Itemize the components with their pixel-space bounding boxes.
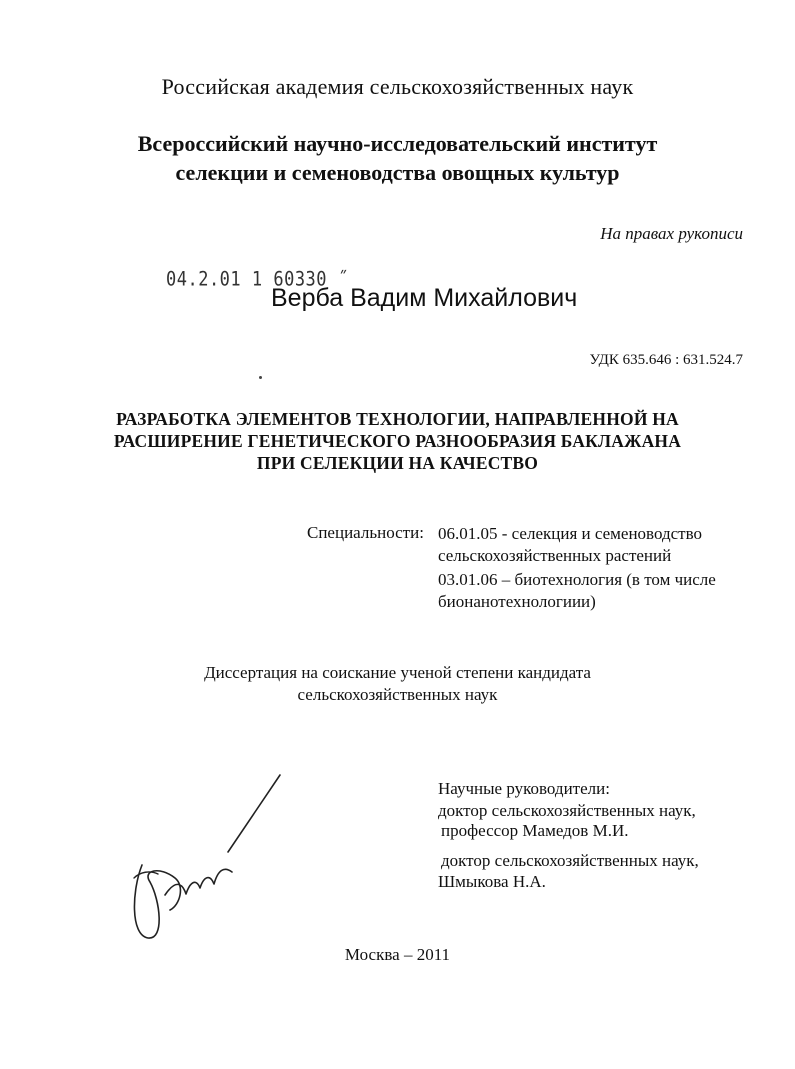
- udk-code: УДК 635.646 : 631.524.7: [589, 352, 743, 368]
- dissertation-line1: Диссертация на соискание ученой степени кандидата: [204, 663, 591, 682]
- institute-name: [0, 129, 795, 187]
- library-stamp: 04.2.01 1 60330 ˝: [166, 268, 349, 291]
- specialty-2-line2: бионанотехнологиии): [438, 592, 596, 611]
- specialty-2: [438, 569, 716, 613]
- author-signature: [120, 770, 290, 970]
- dissertation-line2: сельскохозяйственных наук: [297, 685, 498, 704]
- rights-note: На правах рукописи: [600, 224, 743, 243]
- thesis-title-line3: ПРИ СЕЛЕКЦИИ НА КАЧЕСТВО: [256, 453, 539, 473]
- city-year: Москва – 2011: [344, 945, 451, 964]
- supervisor-1-degree: доктор сельскохозяйственных наук,: [438, 801, 696, 820]
- thesis-title-line2: РАСШИРЕНИЕ ГЕНЕТИЧЕСКОГО РАЗНООБРАЗИЯ БАКЛАЖАНА: [113, 431, 682, 451]
- dissertation-statement: [0, 662, 795, 706]
- thesis-title: [0, 408, 795, 474]
- specialty-2-line1: 03.01.06 – биотехнология (в том числе: [438, 570, 716, 589]
- specialty-1: [438, 523, 702, 567]
- academy-name: Российская академия сельскохозяйственных наук: [161, 74, 634, 99]
- institute-name-line1: Всероссийский научно-исследовательский институт: [137, 131, 658, 156]
- specialty-1-line2: сельскохозяйственных растений: [438, 546, 672, 565]
- supervisor-2-degree: доктор сельскохозяйственных наук,: [441, 851, 699, 870]
- supervisors-label: Научные руководители:: [438, 779, 610, 798]
- supervisor-1-name: профессор Мамедов М.И.: [441, 821, 629, 840]
- thesis-title-line1: РАЗРАБОТКА ЭЛЕМЕНТОВ ТЕХНОЛОГИИ, НАПРАВЛЕННОЙ НА: [116, 409, 679, 429]
- specialties-label: Специальности:: [307, 523, 424, 542]
- institute-name-line2: селекции и семеноводства овощных культур: [175, 160, 620, 185]
- supervisor-2-name: Шмыкова Н.А.: [438, 872, 546, 891]
- author-name: Верба Вадим Михайлович: [271, 284, 578, 312]
- specialty-1-line1: 06.01.05 - селекция и семеноводство: [438, 524, 703, 543]
- stray-dot-mark: [259, 376, 262, 379]
